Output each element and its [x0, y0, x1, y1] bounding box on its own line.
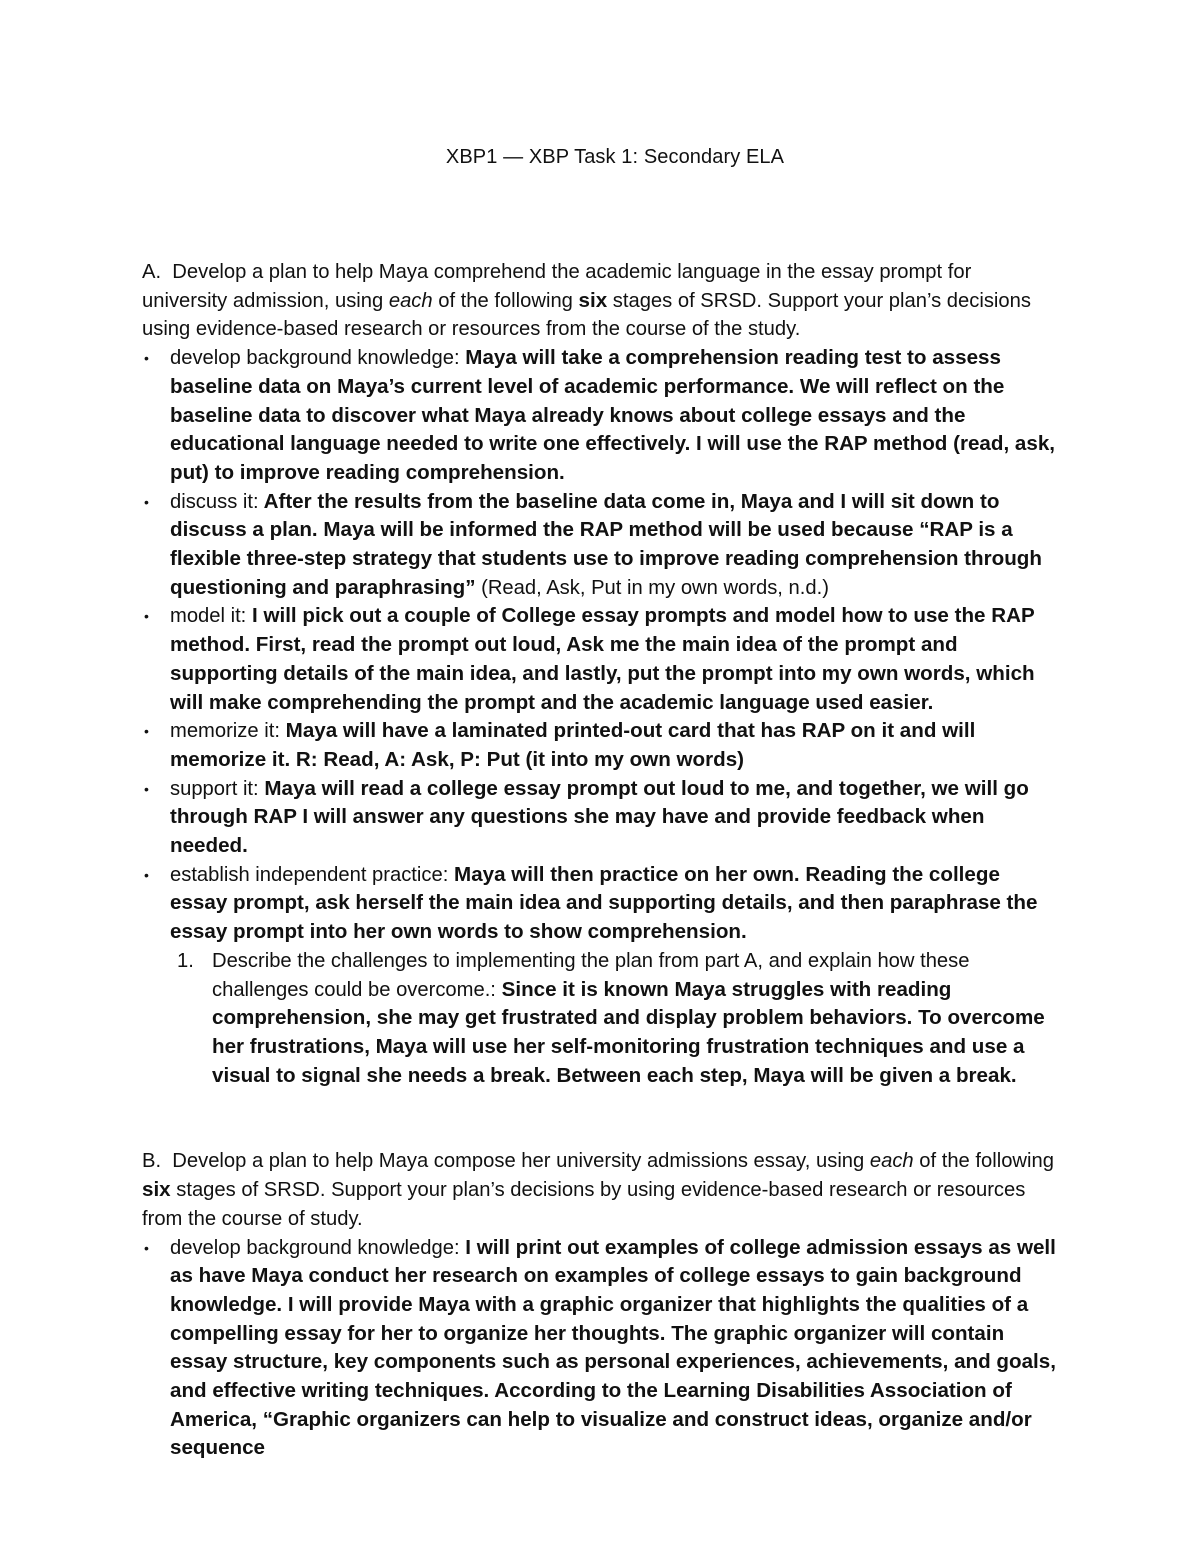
- section-a-prompt-text-1: Develop a plan to help Maya comprehend the academic language in the essay prompt for university admission, using: [142, 261, 972, 312]
- bullet-glyph: •: [144, 1239, 149, 1256]
- section-b-bullet-1: [142, 1234, 1062, 1464]
- item-number: 1.: [177, 949, 194, 972]
- stage-citation: (Read, Ask, Put in my own words, n.d.): [475, 576, 829, 599]
- section-a-prompt-six: six: [578, 288, 608, 312]
- section-b-letter: B.: [142, 1150, 162, 1173]
- section-b-prompt-each: each: [869, 1150, 914, 1173]
- section-b-prompt-text-3: stages of SRSD. Support your plan’s decisions by using evidence-based research or resources from the course of study.: [142, 1179, 1026, 1230]
- stage-label: memorize it:: [170, 720, 280, 743]
- section-b-prompt: [142, 1147, 1062, 1233]
- bullet-glyph: •: [144, 723, 149, 740]
- stage-answer: Maya will then practice on her own. Reading the college essay prompt, ask herself the main idea and supporting details, and then paraphrase the essay prompt into her own words to show comprehension.: [170, 862, 1038, 944]
- section-a-bullet-6: [142, 861, 1062, 947]
- challenge-label: Describe the challenges to implementing the plan from part A, and explain how these challenges could be overcome.:: [212, 949, 970, 1001]
- stage-answer: Maya will take a comprehension reading test to assess baseline data on Maya’s current level of academic performance. We will reflect on the baseline data to discover what Maya already knows about college essays and the educational language needed to write one effectively. I will use the RAP method (read, ask, put) to improve reading comprehension.: [170, 346, 1055, 484]
- stage-label: discuss it:: [170, 490, 259, 513]
- section-b-prompt-text-1: Develop a plan to help Maya compose her university admissions essay, using: [172, 1150, 870, 1173]
- stage-label: establish independent practice:: [170, 863, 449, 886]
- section-spacer: [142, 1090, 1062, 1147]
- bullet-glyph: •: [144, 780, 149, 797]
- section-b-prompt-text-2: of the following: [913, 1150, 1054, 1173]
- section-a-bullet-1: [142, 344, 1062, 488]
- stage-label: develop background knowledge:: [170, 1236, 460, 1259]
- section-a-numbered-item: [142, 947, 1062, 1091]
- section-a-bullet-5: [142, 775, 1062, 861]
- stage-label: support it:: [170, 777, 259, 800]
- section-a-bullet-2: [142, 488, 1062, 603]
- bullet-glyph: •: [144, 866, 149, 883]
- stage-label: develop background knowledge:: [170, 347, 460, 370]
- section-a-letter: A.: [142, 261, 162, 283]
- stage-answer: I will pick out a couple of College essay prompts and model how to use the RAP method. First, read the prompt out loud, Ask me the main idea of the prompt and supporting details of the main idea, and lastly, put the prompt into my own words, which will make comprehending the prompt and the academic language used easier.: [170, 604, 1035, 714]
- stage-answer: Maya will have a laminated printed-out card that has RAP on it and will memorize it. R: Read, A: Ask, P: Put (it into my own words): [170, 719, 976, 771]
- section-a-prompt-each: each: [388, 289, 433, 312]
- document-body: [142, 258, 1062, 1463]
- stage-answer: Maya will read a college essay prompt out loud to me, and together, we will go through RAP I will answer any questions she may have and provide feedback when needed.: [170, 776, 1029, 858]
- section-a-prompt: [142, 258, 1062, 344]
- section-b-prompt-six: six: [142, 1178, 171, 1202]
- section-a-bullet-4: [142, 717, 1062, 774]
- bullet-glyph: •: [144, 608, 149, 625]
- section-a-prompt-text-2: of the following: [432, 289, 579, 312]
- stage-answer: I will print out examples of college admission essays as well as have Maya conduct her research on examples of college essays to gain background knowledge. I will provide Maya with a graphic organizer that highlights the qualities of a compelling essay for her to organize her thoughts. The graphic organizer will contain essay structure, key components such as personal experiences, achievements, and goals, and effective writing techniques. According to the Learning Disabilities Association of America, “Graphic organizers can help to visualize and construct ideas, organize and/or sequence: [170, 1235, 1056, 1460]
- bullet-glyph: •: [144, 350, 149, 367]
- stage-answer: After the results from the baseline data come in, Maya and I will sit down to discuss a plan. Maya will be informed the RAP method will be used because “RAP is a flexible three-step strategy that students use to improve reading comprehension through questioning and paraphrasing”: [170, 489, 1042, 599]
- section-a-bullet-3: [142, 602, 1062, 717]
- section-a-prompt-text-3: stages of SRSD. Support your plan’s decisions using evidence-based research or resources from the course of the study.: [142, 289, 1031, 341]
- document-title: XBP1 — XBP Task 1: Secondary ELA: [445, 146, 785, 168]
- stage-label: model it:: [170, 605, 247, 628]
- challenge-answer: Since it is known Maya struggles with reading comprehension, she may get frustrated and display problem behaviors. To overcome her frustrations, Maya will use her self-monitoring frustration techniques and use a visual to signal she needs a break. Between each step, Maya will be given a break.: [212, 977, 1045, 1087]
- bullet-glyph: •: [144, 493, 149, 510]
